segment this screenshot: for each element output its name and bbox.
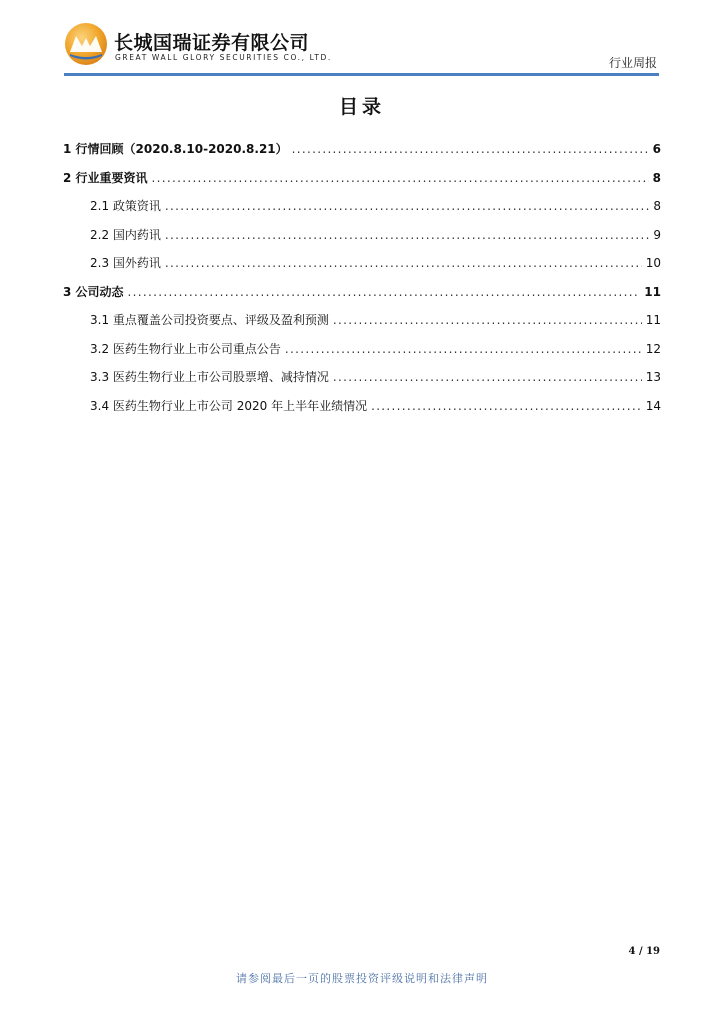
toc-entry-page: 12 xyxy=(645,342,661,356)
toc-entry-text: 3.1 重点覆盖公司投资要点、评级及盈利预测 xyxy=(90,313,329,327)
toc-entry[interactable] xyxy=(90,340,661,357)
toc-entry-text: 2.1 政策资讯 xyxy=(90,199,161,213)
toc-entry-page: 9 xyxy=(653,228,661,242)
toc-leader-dots xyxy=(333,313,642,327)
toc-entry[interactable] xyxy=(90,226,661,243)
toc-leader-dots xyxy=(333,370,642,384)
toc-entry-page: 11 xyxy=(644,285,661,299)
toc-entry[interactable] xyxy=(90,368,661,385)
toc-leader-dots xyxy=(285,342,642,356)
toc-entry-text: 3.3 医药生物行业上市公司股票增、减持情况 xyxy=(90,370,329,384)
toc-entry[interactable] xyxy=(63,140,661,157)
toc-entry[interactable] xyxy=(90,397,661,414)
toc-entry-page: 11 xyxy=(645,313,661,327)
toc-entry-page: 13 xyxy=(645,370,661,384)
great-wall-glory-logo-icon xyxy=(64,22,108,66)
toc-leader-dots xyxy=(371,399,642,413)
toc-leader-dots xyxy=(128,285,641,299)
report-type-label: 行业周报 xyxy=(608,56,657,70)
page-number: 4 / 19 xyxy=(628,946,660,957)
toc-entry-text: 3 公司动态 xyxy=(63,285,124,299)
toc-entry-page: 10 xyxy=(645,256,661,270)
toc-entry-page: 8 xyxy=(652,171,661,185)
toc-entry-text: 3.2 医药生物行业上市公司重点公告 xyxy=(90,342,281,356)
page-header xyxy=(64,22,659,78)
toc-entry[interactable] xyxy=(90,311,661,328)
toc-entry-text: 3.4 医药生物行业上市公司 2020 年上半年业绩情况 xyxy=(90,399,368,413)
toc-entry-text: 2.3 国外药讯 xyxy=(90,256,161,270)
company-name-cn: 长城国瑞证券有限公司 xyxy=(114,32,310,54)
toc-leader-dots xyxy=(165,199,649,213)
toc-entry-page: 8 xyxy=(653,199,661,213)
toc-entry-page: 14 xyxy=(645,399,661,413)
toc-leader-dots xyxy=(292,142,649,156)
toc-entry[interactable] xyxy=(90,197,661,214)
toc-leader-dots xyxy=(165,228,649,242)
toc-entry-text: 2.2 国内药讯 xyxy=(90,228,161,242)
toc-entry[interactable] xyxy=(90,254,661,271)
toc-entry-text: 1 行情回顾（2020.8.10-2020.8.21） xyxy=(63,142,288,156)
toc-entry[interactable] xyxy=(63,169,661,186)
toc-entry-page: 6 xyxy=(652,142,661,156)
company-name-en: GREAT WALL GLORY SECURITIES CO., LTD. xyxy=(115,53,332,62)
header-divider xyxy=(64,73,659,76)
footer-disclaimer: 请参阅最后一页的股票投资评级说明和法律声明 xyxy=(236,972,488,985)
toc-entry-text: 2 行业重要资讯 xyxy=(63,171,148,185)
toc-leader-dots xyxy=(152,171,649,185)
toc-title: 目录 xyxy=(338,96,385,118)
toc-leader-dots xyxy=(165,256,642,270)
toc-entry[interactable] xyxy=(63,283,661,300)
